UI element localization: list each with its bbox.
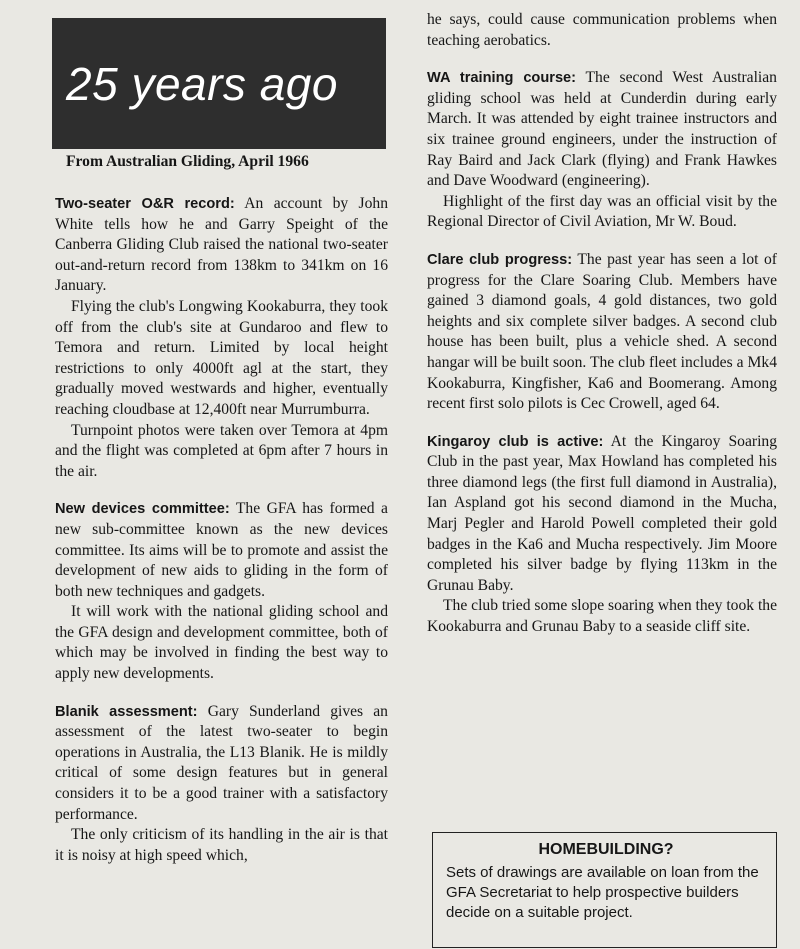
article-text: At the Kingaroy Soaring Club in the past year, Max Howland has completed his three diamond legs (the first full diamond in Australia), Ian Aspland got his second diamond in the Mucha, Marj Pegler and Harold Powell completed their gold badges in the Ka6 and Mucha respectively. Jim Moore completed his silver badge by flying 113km in the Grunau Baby.: [427, 432, 777, 594]
article-paragraph: Highlight of the first day was an official visit by the Regional Director of Civil Aviation, Mr W. Boud.: [427, 192, 777, 231]
section-banner: [52, 18, 386, 149]
article-heading: Kingaroy club is active:: [427, 433, 604, 450]
article-paragraph: [427, 432, 777, 597]
article-paragraph: [55, 194, 388, 297]
article-heading: WA training course:: [427, 70, 577, 87]
article-heading: Clare club progress:: [427, 251, 573, 268]
article-heading: New devices committee:: [55, 501, 230, 518]
article-paragraph: [55, 702, 388, 826]
homebuilding-box: [432, 832, 777, 948]
article-text: Gary Sunderland gives an assessment of the latest two-seater to begin operations in Australia, the L13 Blanik. He is mildly critical of some design features but in general considers it to be a good trainer with a satisfactory performance.: [55, 702, 388, 823]
article-text: An account by John White tells how he and Garry Speight of the Canberra Gliding Club raised the national two-seater out-and-return record from 138km to 341km on 16 January.: [55, 195, 389, 295]
article-heading: Two-seater O&R record:: [55, 196, 235, 212]
article-paragraph: [427, 250, 777, 415]
article-text: The past year has seen a lot of progress for the Clare Soaring Club. Members have gained 3 diamond goals, 4 gold distances, two gold heights and six complete silver badges. A second club house has been built, plus a vehicle shed. A second hangar will be built soon. The club fleet includes a Mk4 Kookaburra, Kingfisher, Ka6 and Boomerang. Among recent first solo pilots is Cec Crowell, aged 64.: [427, 250, 777, 413]
article-paragraph: he says, could cause communication problems when teaching aerobatics.: [427, 11, 777, 49]
article-paragraph: The only criticism of its handling in the air is that it is noisy at high speed which,: [55, 826, 388, 864]
article-heading: Blanik assessment:: [55, 703, 198, 720]
article-paragraph: The club tried some slope soaring when they took the Kookaburra and Grunau Baby to a seaside cliff site.: [427, 597, 777, 636]
article-paragraph: [427, 68, 777, 192]
article-paragraph: [55, 499, 388, 602]
article-paragraph: It will work with the national gliding school and the GFA design and development committee, both of which may be involved in finding the best way to apply new developments.: [55, 603, 388, 683]
article-paragraph: Turnpoint photos were taken over Temora at 4pm and the flight was completed at 6pm after 7 hours in the air.: [55, 421, 388, 480]
article-paragraph: Flying the club's Longwing Kookaburra, they took off from the club's site at Gundaroo and flew to Temora and return. Limited by local height restrictions to only 4000ft agl at the start, they gradually moved westwards and higher, eventually reaching cloudbase at 12,400ft near Murrumburra.: [55, 297, 388, 418]
right-column: [427, 10, 777, 638]
homebuilding-title: HOMEBUILDING?: [538, 841, 674, 858]
source-line: From Australian Gliding, April 1966: [66, 153, 309, 170]
left-column: [55, 194, 388, 866]
homebuilding-text: Sets of drawings are available on loan from the GFA Secretariat to help prospective builders decide on a suitable project.: [446, 864, 759, 921]
banner-title: 25 years ago: [66, 58, 338, 110]
article-text: The GFA has formed a new sub-committee known as the new devices committee. Its aims will be to promote and assist the development of new aids to gliding in the form of both new techniques and gadgets.: [55, 500, 388, 600]
article-text: The second West Australian gliding school was held at Cunderdin during early March. It was attended by eight trainee instructors and six trainee ground engineers, under the instruction of Ray Baird and Jack Clark (flying) and Frank Hawkes and Dave Woodward (engineering).: [427, 69, 777, 190]
